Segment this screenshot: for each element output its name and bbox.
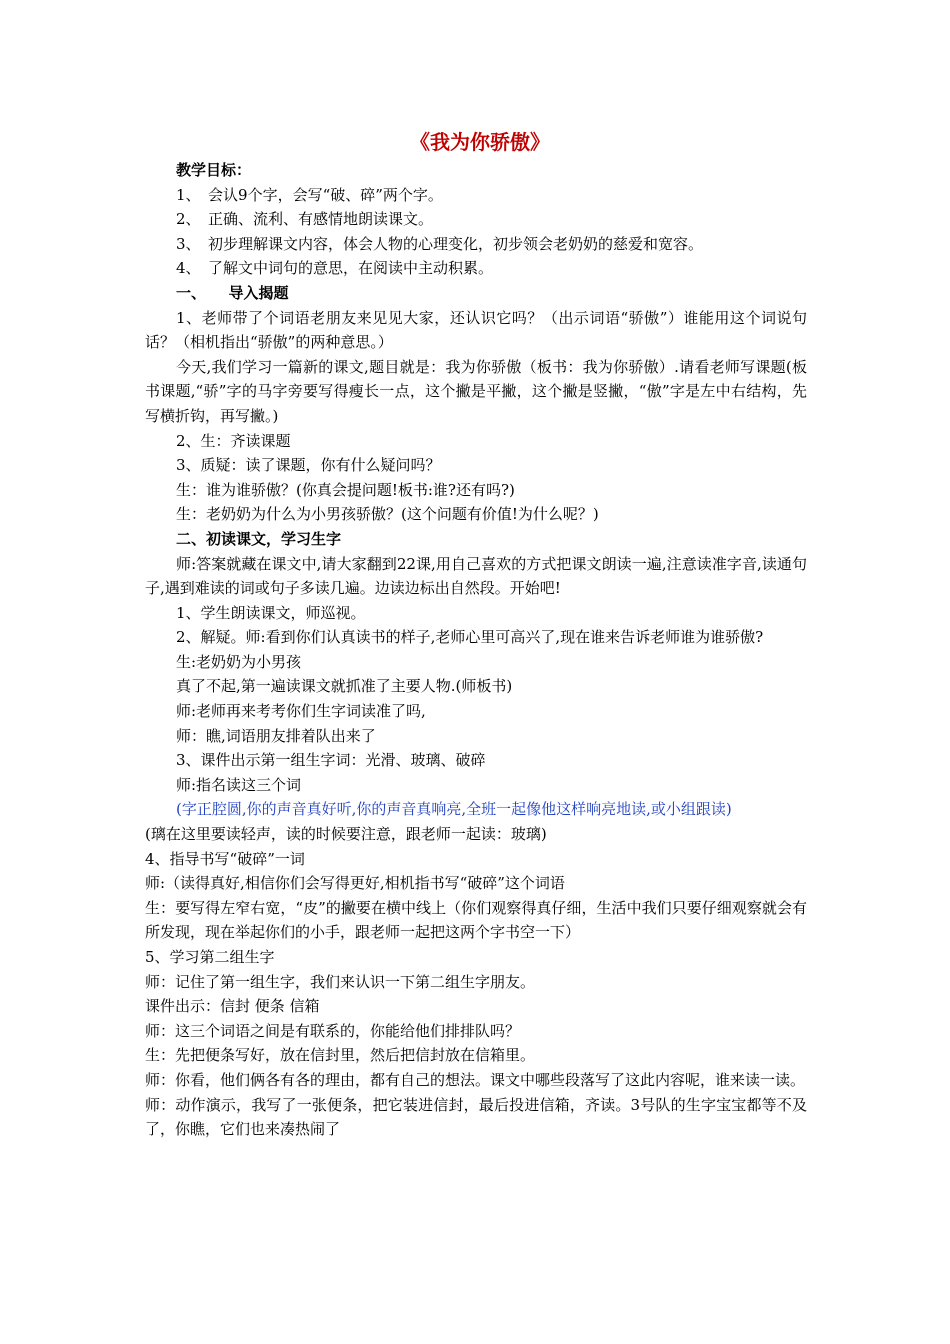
paragraph: 师：你看，他们俩各有各的理由，都有自己的想法。课文中哪些段落写了这此内容呢，谁来读一读。	[145, 1070, 806, 1089]
section-heading: 一、 导入揭题	[176, 283, 289, 302]
paragraph: 生：谁为谁骄傲？(你真会提问题!板书:谁?还有吗?)	[176, 480, 515, 499]
document-page	[145, 128, 807, 1142]
paragraph: 课件出示：信封 便条 信箱	[145, 997, 320, 1016]
paragraph: 5、学习第二组生字	[145, 948, 275, 966]
paragraph: 师：瞧,词语朋友排着队出来了	[176, 726, 376, 745]
paragraph: 师:老师再来考考你们生字词读准了吗,	[176, 702, 426, 721]
paragraph: (璃在这里要读轻声，读的时候要注意，跟老师一起读：玻璃)	[145, 825, 547, 844]
paragraph: 师：动作演示，我写了一张便条，把它装进信封，最后投进信箱，齐读。3号队的生字宝宝都等不及了，你瞧，它们也来凑热闹了	[145, 1095, 807, 1139]
paragraph: 1、老师带了个词语老朋友来见见大家，还认识它吗？（出示词语“骄傲”）谁能用这个词说句话？（相机指出“骄傲”的两种意思。）	[145, 308, 807, 352]
section-heading: 教学目标：	[176, 161, 252, 179]
paragraph: 4、 了解文中词句的意思，在阅读中主动积累。	[176, 259, 494, 278]
paragraph: 真了不起,第一遍读课文就抓准了主要人物.(师板书)	[176, 677, 513, 696]
paragraph: 师:（读得真好,相信你们会写得更好,相机指书写“破碎”这个词语	[145, 874, 565, 893]
paragraph: (字正腔圆,你的声音真好听,你的声音真响亮,全班一起像他这样响亮地读,或小组跟读)	[176, 800, 732, 819]
paragraph: 师：记住了第一组生字，我们来认识一下第二组生字朋友。	[145, 972, 536, 991]
paragraph: 师:答案就藏在课文中,请大家翻到22课,用自己喜欢的方式把课文朗读一遍,注意读准字音,读通句子,遇到难读的词或句子多读几遍。边读边标出自然段。开始吧!	[145, 554, 807, 598]
paragraph: 师：这三个词语之间是有联系的，你能给他们排排队吗？	[145, 1021, 521, 1040]
paragraph: 生:老奶奶为小男孩	[176, 652, 302, 671]
section-heading: 二、初读课文，学习生字	[176, 529, 342, 548]
paragraph: 2、生：齐读课题	[176, 431, 291, 450]
paragraph: 4、指导书写“破碎”一词	[145, 849, 305, 868]
paragraph: 师:指名读这三个词	[176, 775, 302, 794]
paragraph: 3、质疑：读了课题，你有什么疑问吗？	[176, 456, 441, 475]
paragraph: 1、学生朗读课文，师巡视。	[176, 603, 366, 622]
paragraph: 2、 正确、流利、有感情地朗读课文。	[176, 210, 434, 229]
document-body	[145, 158, 807, 1142]
paragraph: 生：先把便条写好，放在信封里，然后把信封放在信箱里。	[145, 1046, 536, 1065]
paragraph: 今天,我们学习一篇新的课文,题目就是：我为你骄傲（板书：我为你骄傲）.请看老师写课题(板书课题,“骄”字的马字旁要写得瘦长一点，这个撇是平撇，这个撇是竖撇，“傲”字是左中右结构，先写横折钩，再写撇。)	[145, 357, 807, 425]
paragraph: 3、 初步理解课文内容，体会人物的心理变化，初步领会老奶奶的慈爱和宽容。	[176, 234, 704, 253]
paragraph: 1、 会认9个字，会写“破、碎”两个字。	[176, 185, 443, 204]
paragraph: 生：要写得左窄右宽，“皮”的撇要在横中线上（你们观察得真仔细，生活中我们只要仔细观察就会有所发现，现在举起你们的小手，跟老师一起把这两个字书空一下）	[145, 898, 807, 942]
paragraph: 3、课件出示第一组生字词：光滑、玻璃、破碎	[176, 751, 486, 770]
document-title: 《我为你骄傲》	[410, 130, 550, 154]
paragraph: 2、解疑。师:看到你们认真读书的样子,老师心里可高兴了,现在谁来告诉老师谁为谁骄傲?	[176, 628, 764, 647]
paragraph: 生：老奶奶为什么为小男孩骄傲？(这个问题有价值!为什么呢？)	[176, 505, 599, 524]
